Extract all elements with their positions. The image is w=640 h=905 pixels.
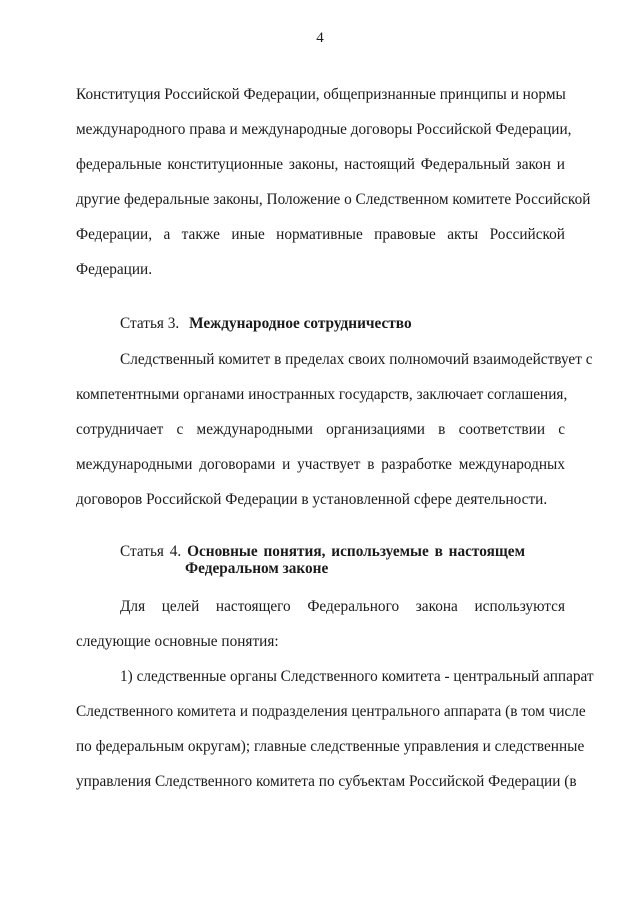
text-line: Конституция Российской Федерации, общепризнанные принципы и нормы (76, 86, 566, 103)
article-4-heading (120, 543, 525, 561)
text-line: Федерации. (76, 261, 153, 278)
text-line: по федеральным округам); главные следственные управления и следственные (76, 738, 585, 755)
text-line: управления Следственного комитета по субъектам Российской Федерации (в (76, 773, 577, 790)
text-line: Для целей настоящего Федерального закона используются (120, 598, 565, 615)
text-line: федеральные конституционные законы, настоящий Федеральный закон и (76, 156, 565, 173)
text-line: следующие основные понятия: (76, 633, 279, 650)
article-4-title-line2: Федеральном законе (185, 560, 329, 577)
article-3-label: Статья 3. (120, 315, 180, 332)
article-4-title-line1: Основные понятия, используемые в настоящем (187, 543, 525, 560)
text-line: другие федеральные законы, Положение о Следственном комитете Российской (76, 191, 591, 208)
article-3-title: Международное сотрудничество (189, 315, 412, 332)
text-line: международного права и международные договоры Российской Федерации, (76, 121, 572, 138)
article-3-heading (120, 315, 412, 333)
text-line: Следственного комитета и подразделения центрального аппарата (в том числе (76, 703, 586, 720)
text-line: сотрудничает с международными организациями в соответствии с (76, 421, 565, 438)
text-line: договоров Российской Федерации в установленной сфере деятельности. (76, 491, 548, 508)
text-line: компетентными органами иностранных государств, заключает соглашения, (76, 386, 568, 403)
text-line: Федерации, а также иные нормативные правовые акты Российской (76, 226, 565, 243)
text-line: Следственный комитет в пределах своих полномочий взаимодействует с (120, 351, 593, 368)
article-4-label: Статья 4. (120, 543, 182, 560)
text-line: 1) следственные органы Следственного комитета - центральный аппарат (120, 668, 594, 685)
page-number: 4 (316, 30, 324, 46)
text-line: международными договорами и участвует в разработке международных (76, 456, 565, 473)
